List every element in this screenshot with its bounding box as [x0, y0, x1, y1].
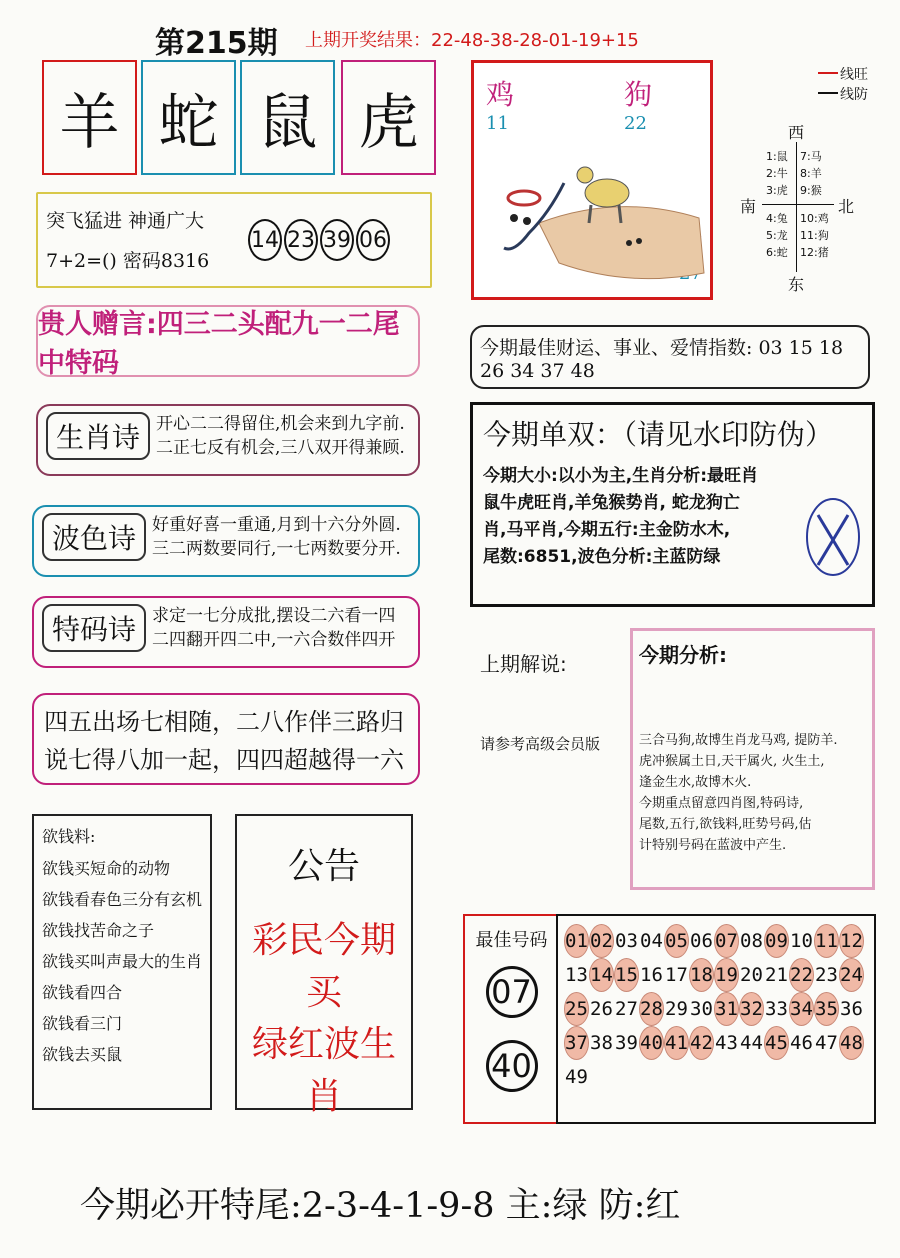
grid-number: 34 — [789, 992, 814, 1026]
compass-left-bottom: 4:兔 5:龙 6:蛇 — [766, 212, 788, 259]
single-double-box — [470, 402, 875, 607]
money-box — [32, 814, 212, 1110]
grid-number: 15 — [614, 958, 639, 992]
money-item: 欲钱找苦命之子 — [42, 921, 155, 940]
analysis-line: 虎冲猴属土日,天干属火, 火生土, — [639, 754, 825, 769]
grid-number: 23 — [815, 964, 838, 986]
grid-number: 17 — [665, 964, 688, 986]
poem-line: 二四翻开四二中,一六合数伴四开 — [152, 630, 396, 650]
single-double-title: 今期单双：（请见水印防伪） — [483, 418, 834, 451]
grid-number: 40 — [639, 1026, 664, 1060]
money-item: 欲钱看四合 — [42, 983, 123, 1002]
grid-number: 27 — [615, 998, 638, 1020]
picture-number-1: 11 — [486, 113, 509, 134]
grid-number: 19 — [714, 958, 739, 992]
grid-number: 16 — [640, 964, 663, 986]
grid-number: 28 — [639, 992, 664, 1026]
grid-number: 38 — [590, 1032, 613, 1054]
poem-line: 开心二二得留住,机会来到九字前. — [156, 414, 405, 434]
best-number-box — [463, 914, 558, 1124]
single-double-line: 鼠牛虎旺肖,羊兔猴势肖, 蛇龙狗亡 — [483, 493, 740, 513]
grid-number: 37 — [564, 1026, 589, 1060]
best-number: 40 — [486, 1040, 538, 1092]
compass-west: 西 — [788, 123, 805, 142]
analysis-line: 今期重点留意四肖图,特码诗, — [639, 796, 804, 811]
poem-label: 生肖诗 — [46, 412, 150, 460]
analysis-line: 尾数,五行,欲钱料,旺势号码,估 — [639, 817, 812, 832]
picture-zodiac-1: 鸡 — [486, 78, 515, 111]
money-item: 欲钱买短命的动物 — [42, 859, 171, 878]
grid-number: 46 — [790, 1032, 813, 1054]
legend-guard: 线防 — [840, 87, 868, 103]
grid-number: 24 — [839, 958, 864, 992]
phrase-number: 39 — [320, 219, 354, 261]
phrase-number: 23 — [284, 219, 318, 261]
poem-line: 三二两数要同行,一七两数要分开. — [152, 539, 401, 559]
poem-line: 求定一七分成批,摆设二六看一四 — [152, 606, 396, 626]
grid-number: 48 — [839, 1026, 864, 1060]
notice-line2: 绿红波生肖 — [251, 1024, 396, 1117]
banner-text: 贵人赠言:四三二头配九一二尾中特码 — [38, 309, 400, 379]
phrase-numbers — [248, 219, 392, 261]
grid-number: 33 — [765, 998, 788, 1020]
grid-number: 44 — [740, 1032, 763, 1054]
grid-number: 43 — [715, 1032, 738, 1054]
grid-number: 05 — [664, 924, 689, 958]
money-item: 欲钱看春色三分有玄机 — [42, 890, 203, 909]
poem-box-3 — [32, 596, 420, 668]
money-item: 欲钱去买鼠 — [42, 1045, 123, 1064]
phrase-number: 06 — [356, 219, 390, 261]
analysis-line: 逢金生水,故博木火. — [639, 775, 752, 790]
verse-box — [32, 693, 420, 785]
grid-number: 02 — [589, 924, 614, 958]
analysis-line: 三合马狗,故博生肖龙马鸡, 提防羊. — [639, 733, 838, 748]
notice-title: 公告 — [287, 846, 360, 887]
last-explain-title: 上期解说: — [480, 652, 567, 676]
footer-text: 今期必开特尾:2-3-4-1-9-8 主:绿 防:红 — [80, 1186, 681, 1226]
index-text: 今期最佳财运、事业、爱情指数: 03 15 18 26 34 37 48 — [480, 336, 844, 382]
picture-number-2: 22 — [624, 113, 647, 134]
analysis-line: 计特别号码在蓝波中产生. — [639, 838, 787, 853]
compass-south: 南 — [740, 197, 757, 216]
zodiac-box-2: 蛇 — [141, 60, 236, 175]
dog-illustration-icon — [479, 123, 709, 293]
grid-number: 25 — [564, 992, 589, 1026]
compass-east: 东 — [788, 275, 805, 294]
number-grid-box — [556, 914, 876, 1124]
notice-box — [235, 814, 413, 1117]
grid-number: 31 — [714, 992, 739, 1026]
money-item: 欲钱看三门 — [42, 1014, 123, 1033]
index-box — [470, 325, 870, 389]
grid-number: 29 — [665, 998, 688, 1020]
last-result: 上期开奖结果：22-48-38-28-01-19+15 — [305, 30, 639, 51]
poem-line: 二正七反有机会,三八双开得兼顾. — [156, 438, 405, 458]
poem-line: 好重好喜一重通,月到十六分外圆. — [152, 515, 401, 535]
grid-number: 18 — [689, 958, 714, 992]
best-number-label: 最佳号码 — [475, 930, 548, 951]
grid-number: 06 — [690, 930, 713, 952]
number-grid — [564, 924, 864, 1094]
analysis-title: 今期分析: — [639, 643, 727, 667]
grid-number: 36 — [840, 998, 863, 1020]
phrase-box — [36, 192, 432, 288]
zodiac-box-3: 鼠 — [240, 60, 335, 175]
grid-number: 12 — [839, 924, 864, 958]
compass-left-top: 1:鼠 2:牛 3:虎 — [766, 150, 788, 197]
analysis-box — [630, 628, 875, 890]
grid-number: 13 — [565, 964, 588, 986]
single-double-line: 肖,马平肖,今期五行:主金防水木, — [483, 520, 731, 540]
banner-box — [36, 305, 420, 377]
legend-strong: 线旺 — [840, 67, 868, 83]
grid-number: 42 — [689, 1026, 714, 1060]
grid-number: 41 — [664, 1026, 689, 1060]
grid-number: 45 — [764, 1026, 789, 1060]
grid-number: 04 — [640, 930, 663, 952]
verse-line2: 说七得八加一起，四四超越得一六 — [44, 746, 404, 774]
grid-number: 01 — [564, 924, 589, 958]
poem-box-2 — [32, 505, 420, 577]
watermark-icon — [803, 495, 863, 580]
zodiac-box-4: 虎 — [341, 60, 436, 175]
compass-diagram — [740, 68, 895, 298]
zodiac-picture-box — [471, 60, 713, 300]
phrase-number: 14 — [248, 219, 282, 261]
single-double-line: 尾数:6851,波色分析:主蓝防绿 — [483, 547, 721, 567]
notice-line1: 彩民今期买 — [251, 920, 396, 1013]
grid-number: 09 — [764, 924, 789, 958]
phrase-line1: 突飞猛进 神通广大 — [46, 210, 205, 232]
grid-number: 32 — [739, 992, 764, 1026]
grid-number: 08 — [740, 930, 763, 952]
grid-number: 22 — [789, 958, 814, 992]
grid-number: 14 — [589, 958, 614, 992]
single-double-line: 今期大小:以小为主,生肖分析:最旺肖 — [483, 466, 759, 486]
poem-label: 特码诗 — [42, 604, 146, 652]
grid-number: 07 — [714, 924, 739, 958]
last-explain-text: 请参考高级会员版 — [480, 735, 601, 753]
phrase-line2: 7+2=() 密码8316 — [46, 250, 210, 272]
grid-number: 47 — [815, 1032, 838, 1054]
money-title: 欲钱料: — [42, 827, 96, 846]
compass-right-top: 7:马 8:羊 9:猴 — [800, 150, 822, 197]
grid-number: 20 — [740, 964, 763, 986]
grid-number: 10 — [790, 930, 813, 952]
grid-number: 30 — [690, 998, 713, 1020]
issue-title: 第215期 — [155, 26, 278, 61]
zodiac-box-1: 羊 — [42, 60, 137, 175]
grid-number: 49 — [565, 1066, 588, 1088]
compass-north: 北 — [838, 197, 855, 216]
money-item: 欲钱买叫声最大的生肖 — [42, 952, 203, 971]
grid-number: 39 — [615, 1032, 638, 1054]
poem-label: 波色诗 — [42, 513, 146, 561]
grid-number: 03 — [615, 930, 638, 952]
verse-line1: 四五出场七相随，二八作伴三路归 — [44, 708, 404, 736]
grid-number: 11 — [814, 924, 839, 958]
picture-zodiac-2: 狗 — [624, 78, 653, 111]
poem-box-1 — [36, 404, 420, 476]
best-number: 07 — [486, 966, 538, 1018]
compass-right-bottom: 10:鸡 11:狗 12:猪 — [800, 212, 829, 259]
grid-number: 35 — [814, 992, 839, 1026]
grid-number: 26 — [590, 998, 613, 1020]
grid-number: 21 — [765, 964, 788, 986]
